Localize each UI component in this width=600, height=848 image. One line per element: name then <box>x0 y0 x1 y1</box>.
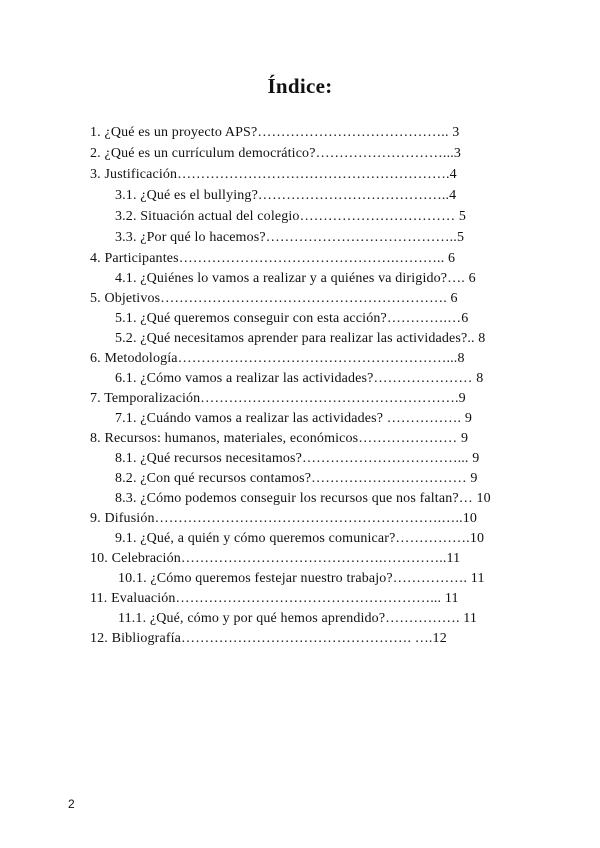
toc-entry-5-2[interactable]: 5.2. ¿Qué necesitamos aprender para realizar las actividades?.. 8 <box>115 331 486 346</box>
toc-entry-5-1[interactable]: 5.1. ¿Qué queremos conseguir con esta acción?………….…6 <box>115 311 469 326</box>
toc-entry-1[interactable]: 1. ¿Qué es un proyecto APS?………………………………….. 3 <box>90 125 460 140</box>
page-title: Índice: <box>267 74 333 98</box>
toc-entry-4-1[interactable]: 4.1. ¿Quiénes lo vamos a realizar y a quiénes va dirigido?…. 6 <box>115 271 476 286</box>
toc-entry-8[interactable]: 8. Recursos: humanos, materiales, económicos………………… 9 <box>90 431 469 446</box>
toc-entry-10[interactable]: 10. Celebración…………………………………….…………..11 <box>90 551 461 566</box>
toc-entry-12[interactable]: 12. Bibliografía…………………………………………. ….12 <box>90 631 447 646</box>
toc-entry-8-2[interactable]: 8.2. ¿Con qué recursos contamos?…………………………… 9 <box>115 471 478 486</box>
page-number: 2 <box>68 797 75 811</box>
toc-entry-3-2[interactable]: 3.2. Situación actual del colegio…………………………… 5 <box>115 209 467 224</box>
toc-entry-7[interactable]: 7. Temporalización……………………………………………….9 <box>90 391 466 406</box>
toc-entry-8-3[interactable]: 8.3. ¿Cómo podemos conseguir los recursos que nos faltan?… 10 <box>115 491 491 506</box>
toc-entry-11-1[interactable]: 11.1. ¿Qué, cómo y por qué hemos aprendido?……………. 11 <box>118 611 478 626</box>
toc-entry-3-1[interactable]: 3.1. ¿Qué es el bullying?…………………………………..4 <box>115 188 457 203</box>
toc-entry-3[interactable]: 3. Justificación………………………………………………….4 <box>90 167 457 182</box>
toc-entry-2[interactable]: 2. ¿Qué es un currículum democrático?………………………...3 <box>90 146 462 161</box>
toc-entry-6[interactable]: 6. Metodología…………………………………………………...8 <box>90 351 465 366</box>
toc-entry-4[interactable]: 4. Participantes……………………………………….……….. 6 <box>90 251 456 266</box>
toc-entry-11[interactable]: 11. Evaluación………………………………………………... 11 <box>90 591 459 606</box>
toc-entry-6-1[interactable]: 6.1. ¿Cómo vamos a realizar las actividades?………………… 8 <box>115 371 484 386</box>
toc-entry-8-1[interactable]: 8.1. ¿Qué recursos necesitamos?……………………………... 9 <box>115 451 480 466</box>
toc-entry-5[interactable]: 5. Objetivos……………………………………………………. 6 <box>90 291 458 306</box>
toc-entry-7-1[interactable]: 7.1. ¿Cuándo vamos a realizar las actividades? ……………. 9 <box>115 411 472 426</box>
toc-entry-9-1[interactable]: 9.1. ¿Qué, a quién y cómo queremos comunicar?…………….10 <box>115 531 485 546</box>
toc-entry-9[interactable]: 9. Difusión…………………………………………………….…..10 <box>90 511 478 526</box>
toc-entry-3-3[interactable]: 3.3. ¿Por qué lo hacemos?…………………………………..5 <box>115 230 465 245</box>
toc-entry-10-1[interactable]: 10.1. ¿Cómo queremos festejar nuestro trabajo?……………. 11 <box>118 571 485 586</box>
